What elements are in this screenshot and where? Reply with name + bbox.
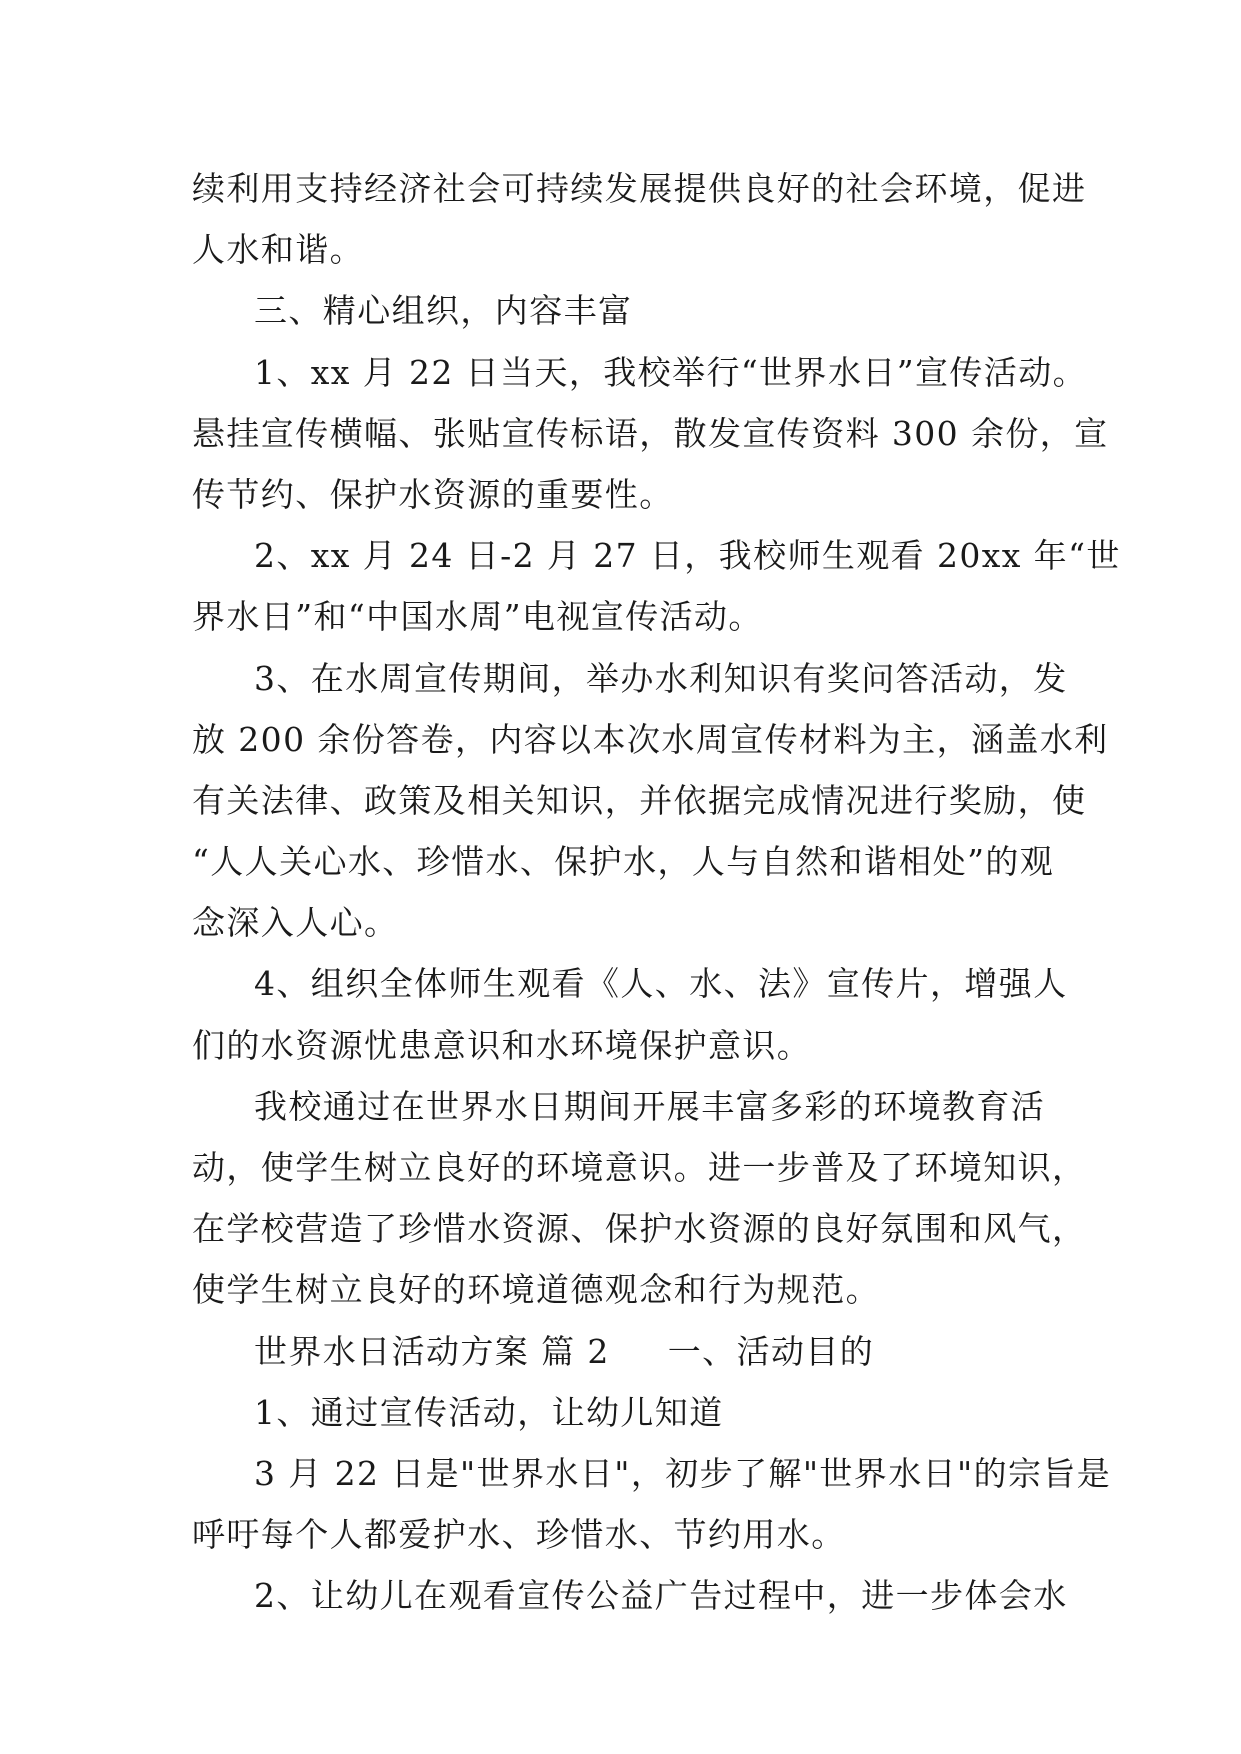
text-line: 在学校营造了珍惜水资源、保护水资源的良好氛围和风气， [192,1209,1087,1249]
text-line: 有关法律、政策及相关知识，并依据完成情况进行奖励，使 [192,780,1087,820]
section-title: 世界水日活动方案 篇 2 [254,1331,610,1371]
document-body [192,158,1121,1627]
text-line: 1、通过宣传活动，让幼儿知道 [254,1392,724,1432]
text-line: 1、xx 月 22 日当天，我校举行“世界水日”宣传活动。 [254,352,1088,392]
text-line: 呼吁每个人都爱护水、珍惜水、节约用水。 [192,1515,846,1555]
text-line: 们的水资源忧患意识和水环境保护意识。 [192,1025,812,1065]
text-line: 3 月 22 日是"世界水日"，初步了解"世界水日"的宗旨是 [254,1453,1112,1493]
text-line: 悬挂宣传横幅、张贴宣传标语，散发宣传资料 300 余份，宣 [192,413,1109,453]
text-line: 我校通过在世界水日期间开展丰富多彩的环境教育活 [254,1086,1046,1126]
section-heading: 三、精心组织，内容丰富 [254,291,633,331]
section-title-line [192,1321,1072,1382]
text-line: 4、组织全体师生观看《人、水、法》宣传片，增强人 [254,964,1068,1004]
text-line: 念深入人心。 [192,903,399,943]
text-line: 续利用支持经济社会可持续发展提供良好的社会环境，促进 [192,169,1087,208]
text-line: 人水和谐。 [192,230,364,270]
text-line: 使学生树立良好的环境道德观念和行为规范。 [192,1270,880,1310]
text-line: 放 200 余份答卷，内容以本次水周宣传材料为主，涵盖水利 [192,719,1109,759]
text-line: 动，使学生树立良好的环境意识。进一步普及了环境知识， [192,1148,1087,1187]
section-subheading: 一、活动目的 [667,1331,875,1371]
text-line: 界水日”和“中国水周”电视宣传活动。 [192,597,763,637]
text-line: 2、xx 月 24 日-2 月 27 日，我校师生观看 20xx 年“世 [254,536,1121,576]
text-line: “人人关心水、珍惜水、保护水，人与自然和谐相处”的观 [192,842,1055,882]
text-line: 3、在水周宣传期间，举办水利知识有奖问答活动，发 [254,658,1068,698]
text-line: 2、让幼儿在观看宣传公益广告过程中，进一步体会水 [254,1576,1068,1616]
text-line: 传节约、保护水资源的重要性。 [192,474,674,514]
